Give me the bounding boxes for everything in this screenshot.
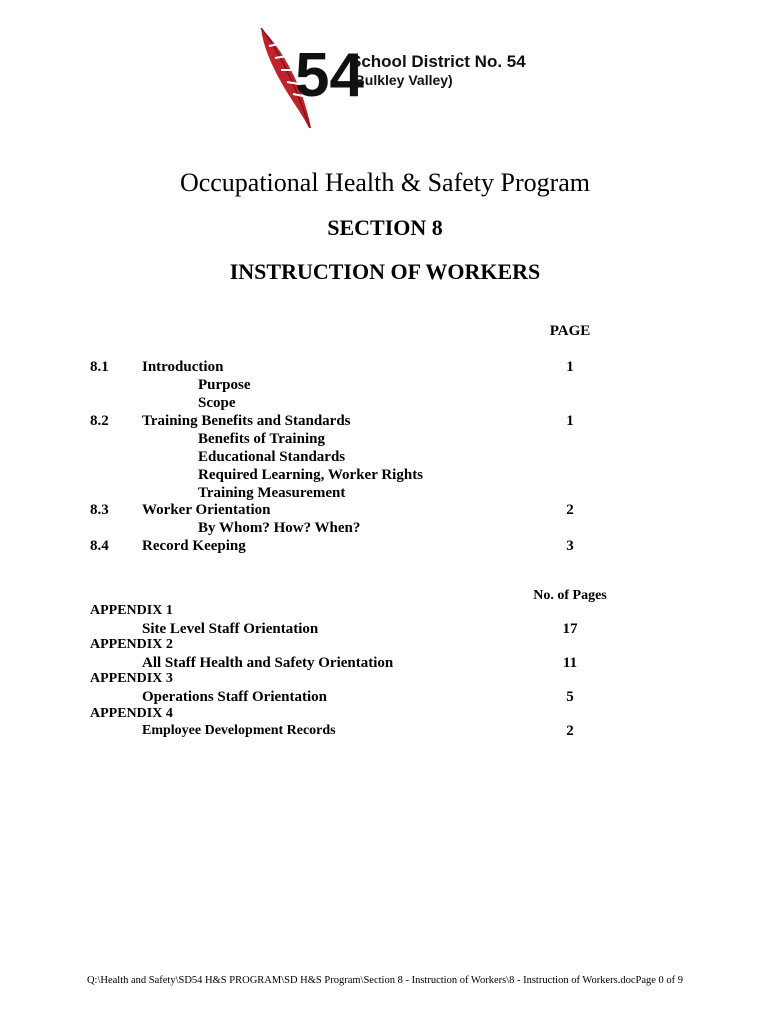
appendix-title: Site Level Staff Orientation — [142, 621, 319, 637]
appendix-title: All Staff Health and Safety Orientation — [142, 655, 394, 671]
appendix-label: APPENDIX 3 — [90, 671, 173, 686]
toc-subtopic: Purpose — [198, 377, 251, 393]
toc-page: 1 — [566, 359, 574, 375]
feather-54-emblem-icon — [255, 22, 364, 132]
footer — [0, 975, 770, 986]
toc-subtopic: Scope — [198, 395, 236, 411]
toc-number: 8.3 — [90, 502, 109, 518]
appendix-label: APPENDIX 2 — [90, 637, 173, 652]
toc-subtopic: Required Learning, Worker Rights — [198, 467, 424, 483]
appendix-title: Employee Development Records — [142, 723, 336, 738]
section-number: SECTION 8 — [327, 215, 443, 240]
district-logo — [255, 22, 545, 132]
toc-page: 2 — [566, 502, 574, 518]
toc-title: Introduction — [142, 359, 224, 375]
page-column-header: PAGE — [549, 323, 591, 339]
toc-title: Training Benefits and Standards — [142, 413, 351, 429]
district-name: School District No. 54 — [350, 52, 526, 71]
appendix-title: Operations Staff Orientation — [142, 689, 327, 705]
appendix-pages: 2 — [566, 723, 574, 739]
appendix-pages: 11 — [562, 655, 578, 671]
toc-number: 8.1 — [90, 359, 109, 375]
toc-title: Worker Orientation — [142, 502, 271, 518]
toc-subtopic: Educational Standards — [198, 449, 346, 465]
toc-page: 3 — [566, 538, 574, 554]
toc-page: 1 — [566, 413, 574, 429]
appendix-label: APPENDIX 4 — [90, 706, 173, 721]
toc-number: 8.2 — [90, 413, 109, 429]
toc-subtopic: Benefits of Training — [198, 431, 325, 447]
footer-path: Q:\Health and Safety\SD54 H&S PROGRAM\SD H&S Program\Section 8 - Instruction of Workers\8 - Instruction of Workers.doc — [86, 975, 636, 986]
appendix-label: APPENDIX 1 — [90, 603, 173, 618]
pages-column-header: No. of Pages — [533, 588, 607, 603]
district-subname: (Bulkley Valley) — [350, 72, 453, 88]
toc-number: 8.4 — [90, 538, 109, 554]
toc-title: Record Keeping — [142, 538, 246, 554]
footer-page-info: Page 0 of 9 — [635, 975, 684, 986]
appendix-pages: 17 — [562, 621, 578, 637]
toc-subtopic: Training Measurement — [198, 485, 346, 501]
section-title: INSTRUCTION OF WORKERS — [229, 259, 541, 284]
document-title: Occupational Health & Safety Program — [179, 168, 591, 197]
svg-text:54: 54 — [295, 41, 364, 110]
appendix-pages: 5 — [566, 689, 574, 705]
toc-subtopic: By Whom? How? When? — [198, 520, 361, 536]
